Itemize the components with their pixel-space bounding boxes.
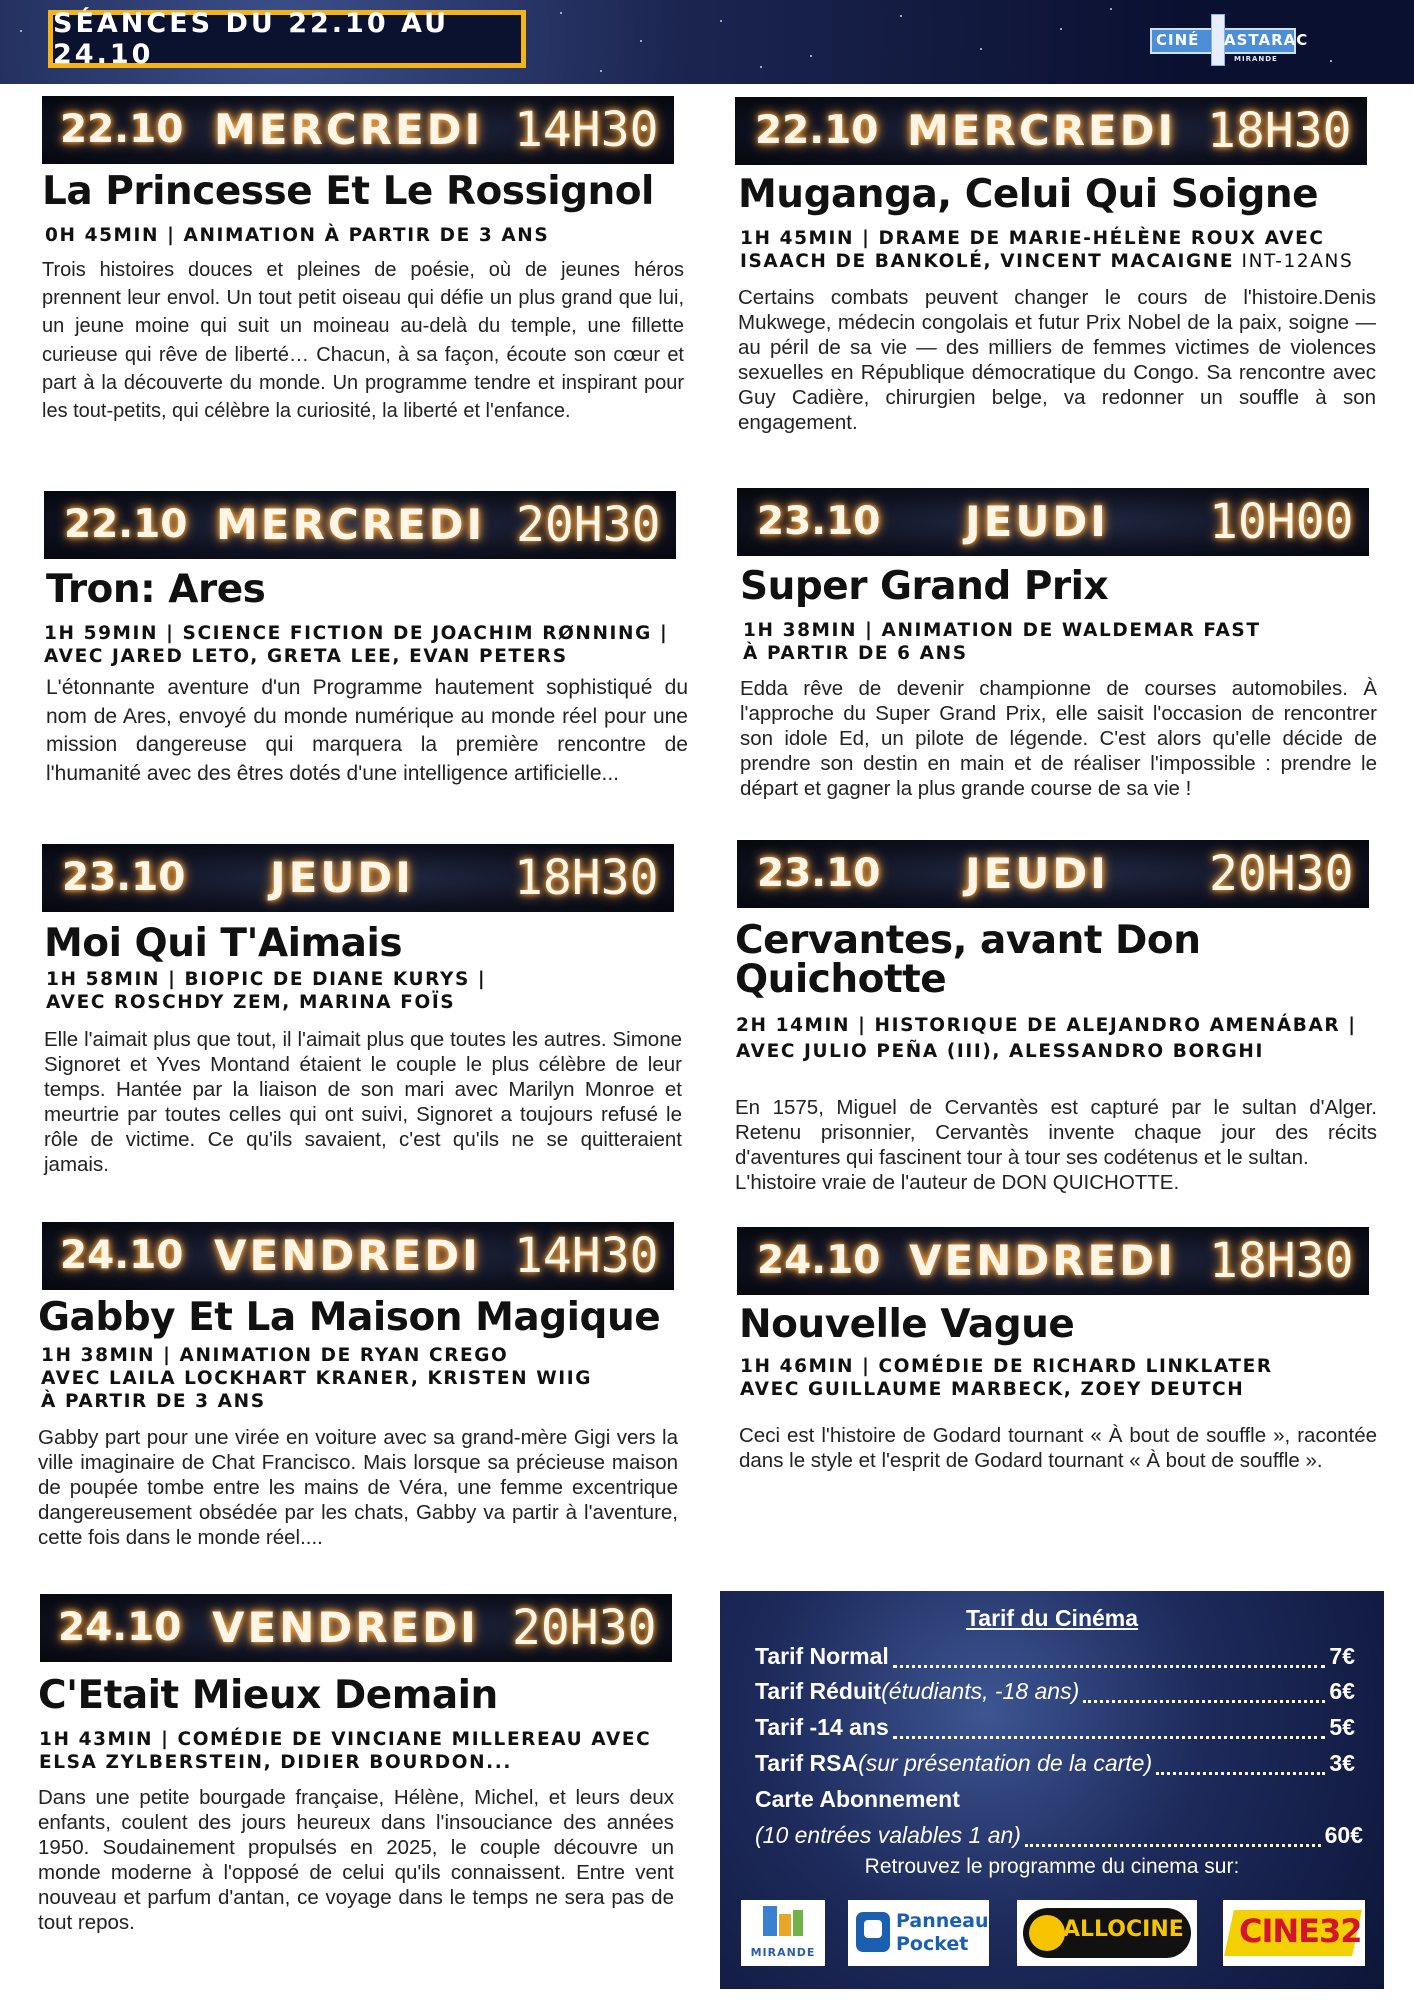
screening-date: 22.10 bbox=[60, 107, 184, 152]
screening-date: 23.10 bbox=[757, 499, 881, 544]
screening-banner bbox=[40, 1594, 672, 1662]
screening-time: 10H00 bbox=[1209, 494, 1354, 550]
film-info: 1H 58MIN | BIOPIC DE DIANE KURYS | AVEC ROSCHDY ZEM, MARINA FOÏS bbox=[46, 969, 487, 1013]
screening-date: 24.10 bbox=[60, 1233, 184, 1278]
film-block bbox=[38, 1295, 680, 1550]
logo-city: MIRANDE bbox=[1234, 55, 1278, 63]
film-synopsis: Dans une petite bourgade française, Hélène, Michel, et leurs deux enfants, coulent des jours heureux dans l'insouciance des années 1950. Soudainement propulsés en 2025, le couple découvre un monde moderne à l'opposé de celui qu'ils connaissent. Entre vent nouveau et parfum d'antan, ce voyage dans le temps ne sera pas de tout repos. bbox=[38, 1786, 674, 1934]
film-block bbox=[735, 918, 1377, 1195]
film-title: C'Etait Mieux Demain bbox=[38, 1673, 498, 1718]
film-title: Gabby Et La Maison Magique bbox=[38, 1295, 661, 1340]
allocine-logo[interactable]: ALLOCINE bbox=[1017, 1900, 1197, 1966]
film-block bbox=[38, 1673, 674, 1935]
screening-day: JEUDI bbox=[965, 849, 1109, 898]
film-title: Tron: Ares bbox=[46, 567, 266, 612]
screening-time: 20H30 bbox=[512, 1600, 657, 1656]
logo-word-cine: CINÉ bbox=[1156, 31, 1200, 49]
cine32-logo[interactable]: CINE32 bbox=[1223, 1900, 1365, 1966]
film-title: La Princesse Et Le Rossignol bbox=[42, 169, 654, 214]
tarif-panel bbox=[720, 1591, 1384, 1989]
film-block bbox=[44, 567, 688, 788]
screening-day: VENDREDI bbox=[909, 1236, 1176, 1285]
screening-date: 23.10 bbox=[757, 851, 881, 896]
screening-day: VENDREDI bbox=[212, 1603, 479, 1652]
film-block bbox=[738, 172, 1376, 435]
film-info: 1H 45MIN | DRAME DE MARIE-HÉLÈNE ROUX AVEC ISAACH DE BANKOLÉ, VINCENT MACAIGNE INT-12ANS bbox=[740, 228, 1354, 272]
tarif-row: Tarif Réduit (étudiants, -18 ans) 6€ bbox=[755, 1678, 1355, 1704]
screening-banner bbox=[737, 488, 1369, 556]
screening-banner bbox=[737, 1227, 1369, 1295]
film-synopsis: Elle l'aimait plus que tout, il l'aimait plus que toutes les autres. Simone Signoret et Yves Montand étaient le couple le plus célèbre de leur temps. Hantée par la liaison de son mari avec Marilyn Monroe et meurtrie par toutes celles qui ont suivi, Signoret a toujours refusé le rôle de victime. Ce qu'ils savaient, c'est qu'ils ne se quitteraient jamais. bbox=[44, 1028, 682, 1176]
film-title: Nouvelle Vague bbox=[739, 1302, 1075, 1347]
screening-time: 18H30 bbox=[1207, 103, 1352, 159]
screening-time: 20H30 bbox=[1209, 846, 1354, 902]
screening-date: 24.10 bbox=[58, 1605, 182, 1650]
screening-day: MERCREDI bbox=[216, 500, 486, 549]
screening-banner bbox=[42, 1222, 674, 1290]
screening-banner bbox=[42, 844, 674, 912]
film-synopsis: Edda rêve de devenir championne de courses automobiles. À l'approche du Super Grand Prix, elle saisit l'occasion de rencontrer son idole Ed, un pilote de légende. C'est alors qu'elle décide de prendre son destin en main et de réaliser l'impossible : prendre le départ et gagner la plus grande course de sa vie ! bbox=[740, 677, 1377, 800]
film-title: Super Grand Prix bbox=[740, 564, 1109, 609]
film-synopsis: Gabby part pour une virée en voiture avec sa grand-mère Gigi vers la ville imaginaire de Chat Francisco. Mais lorsque sa précieuse maison de poupée tombe entre les mains de Véra, une femme excentrique dangereusement obsédée par les chats, Gabby va partir à l'aventure, cette fois dans le monde réel.... bbox=[38, 1426, 678, 1549]
screening-time: 14H30 bbox=[514, 102, 659, 158]
seances-title: SÉANCES DU 22.10 AU 24.10 bbox=[48, 10, 526, 68]
tarif-row: Tarif RSA (sur présentation de la carte) 3€ bbox=[755, 1750, 1355, 1776]
film-info: 1H 38MIN | ANIMATION DE RYAN CREGO AVEC LAILA LOCKHART KRANER, KRISTEN WIIG À PARTIR DE 3 ANS bbox=[41, 1345, 593, 1412]
tarif-row: Tarif Normal 7€ bbox=[755, 1643, 1355, 1669]
screening-time: 18H30 bbox=[1209, 1233, 1354, 1289]
film-synopsis: Ceci est l'histoire de Godard tournant « À bout de souffle », racontée dans le style et l'esprit de Godard tournant « À bout de souffle ». bbox=[739, 1424, 1377, 1472]
film-block bbox=[42, 169, 684, 425]
screening-date: 23.10 bbox=[62, 855, 186, 900]
film-info: 1H 38MIN | ANIMATION DE WALDEMAR FAST À PARTIR DE 6 ANS bbox=[743, 620, 1261, 664]
film-title: Muganga, Celui Qui Soigne bbox=[738, 172, 1319, 217]
screening-date: 22.10 bbox=[64, 502, 188, 547]
screening-time: 20H30 bbox=[516, 497, 661, 553]
screening-banner bbox=[42, 96, 674, 164]
film-title: Cervantes, avant Don Quichotte bbox=[735, 918, 1201, 1002]
screening-day: MERCREDI bbox=[214, 105, 484, 154]
mirande-logo[interactable]: MIRANDE bbox=[741, 1900, 825, 1966]
film-synopsis: En 1575, Miguel de Cervantès est capturé par le sultan d'Alger. Retenu prisonnier, Cervantès invente chaque jour des récits d'aventures qui fascinent tour à tour ses codétenus et le sultan. L'histoire vraie de l'auteur de DON QUICHOTTE. bbox=[735, 1096, 1377, 1194]
retrouvez-text: Retrouvez le programme du cinema sur: bbox=[864, 1855, 1240, 1878]
film-title: Moi Qui T'Aimais bbox=[44, 921, 403, 966]
cine-astarac-logo bbox=[1150, 14, 1309, 70]
screening-time: 18H30 bbox=[514, 850, 659, 906]
screening-day: JEUDI bbox=[270, 853, 414, 902]
film-info: 1H 46MIN | COMÉDIE DE RICHARD LINKLATER AVEC GUILLAUME MARBECK, ZOEY DEUTCH bbox=[740, 1356, 1273, 1400]
film-synopsis: Certains combats peuvent changer le cours de l'histoire.Denis Mukwege, médecin congolais et futur Prix Nobel de la paix, soigne — au péril de sa vie — des milliers de femmes victimes de violences sexuelles en République démocratique du Congo. Sa rencontre avec Guy Cadière, chirurgien belge, va redonner un souffle à son engagement. bbox=[738, 286, 1376, 434]
film-synopsis: Trois histoires douces et pleines de poésie, où de jeunes héros prennent leur envol. Un tout petit oiseau qui défie un plus grand que lui, un jeune moine qui suit un moineau au-delà du temple, une fillette curieuse qui rêve de liberté… Chacun, à sa façon, écoute son cœur et part à la découverte du monde. Un programme tendre et inspirant pour les tout-petits, qui célèbre la curiosité, la liberté et l'enfance. bbox=[42, 259, 684, 423]
film-info: 1H 59MIN | SCIENCE FICTION DE JOACHIM RØNNING | AVEC JARED LETO, GRETA LEE, EVAN PETERS bbox=[44, 623, 669, 667]
screening-date: 22.10 bbox=[755, 108, 879, 153]
screening-time: 14H30 bbox=[514, 1228, 659, 1284]
screening-day: VENDREDI bbox=[214, 1231, 481, 1280]
panneau-pocket-logo[interactable]: Panneau Pocket bbox=[848, 1900, 989, 1966]
screening-banner bbox=[737, 840, 1369, 908]
tarif-row: Carte Abonnement bbox=[755, 1786, 960, 1812]
film-block bbox=[44, 921, 682, 1177]
logo-word-astarac: ASTARAC bbox=[1224, 31, 1309, 49]
screening-banner bbox=[735, 97, 1367, 165]
screening-day: JEUDI bbox=[965, 497, 1109, 546]
tarif-title: Tarif du Cinéma bbox=[965, 1605, 1139, 1631]
tarif-row: Tarif -14 ans 5€ bbox=[755, 1714, 1355, 1740]
film-block bbox=[740, 564, 1377, 801]
screening-day: MERCREDI bbox=[907, 106, 1177, 155]
film-info: 1H 43MIN | COMÉDIE DE VINCIANE MILLEREAU AVEC ELSA ZYLBERSTEIN, DIDIER BOURDON... bbox=[39, 1729, 652, 1773]
film-synopsis: L'étonnante aventure d'un Programme hautement sophistiqué du nom de Ares, envoyé du monde numérique au monde réel pour une mission dangereuse qui marquera la première rencontre de l'humanité avec des êtres dotés d'une intelligence artificielle... bbox=[46, 676, 688, 785]
screening-date: 24.10 bbox=[757, 1238, 881, 1283]
tarif-row: (10 entrées valables 1 an) 60€ bbox=[755, 1822, 1363, 1848]
film-info: 0H 45MIN | ANIMATION À PARTIR DE 3 ANS bbox=[45, 225, 550, 246]
screening-banner bbox=[44, 491, 676, 559]
film-info: 2H 14MIN | HISTORIQUE DE ALEJANDRO AMENÁBAR | AVEC JULIO PEÑA (III), ALESSANDRO BORGHI bbox=[736, 1015, 1357, 1062]
film-block bbox=[739, 1302, 1377, 1473]
